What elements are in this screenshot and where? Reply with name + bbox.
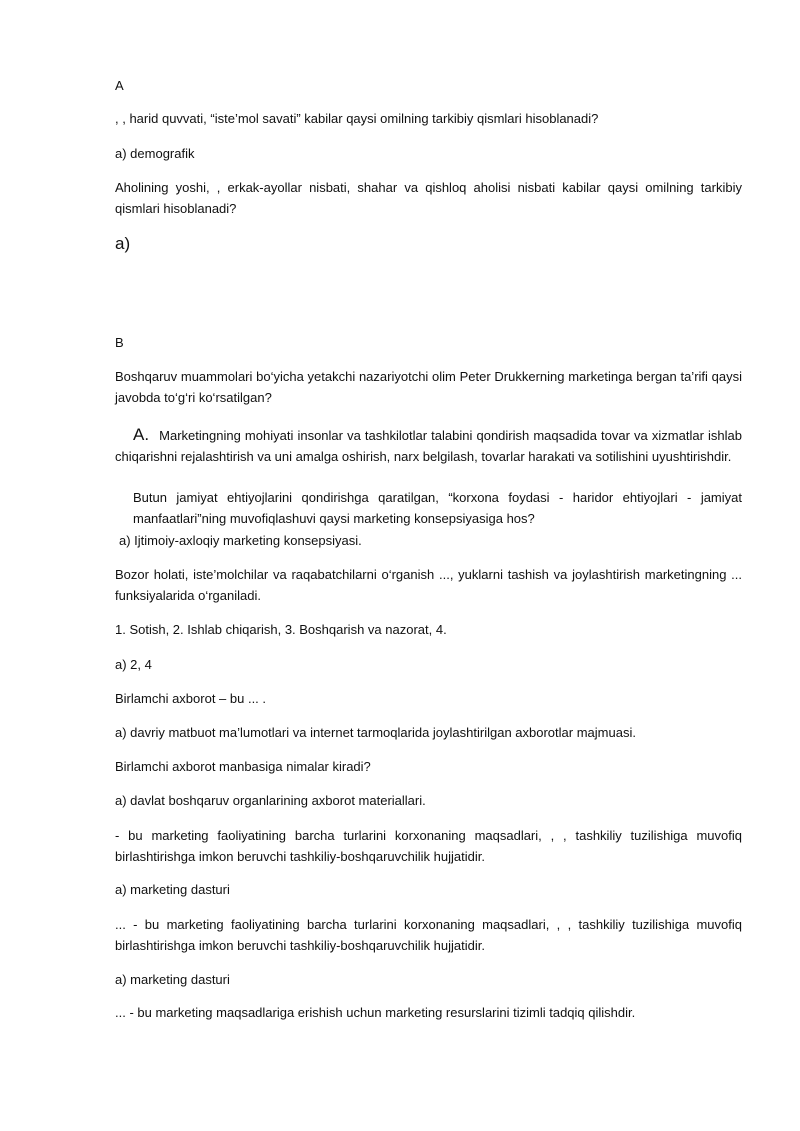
answer-9: a) marketing dasturi xyxy=(115,972,230,987)
question-1: , , harid quvvati, “iste’mol savati” kabilar qaysi omilning tarkibiy qismlari hisoblanadi? xyxy=(115,111,599,126)
answer-8: a) marketing dasturi xyxy=(115,882,230,897)
question-5: Bozor holati, iste’molchilar va raqabatchilarni o‘rganish ..., yuklarni tashish va joylashtirish marketingning ... funksiyalarida o‘rganiladi. xyxy=(115,567,742,603)
answer-4: a) Ijtimoiy-axloqiy marketing konsepsiyasi. xyxy=(119,533,362,548)
section-a-heading: A xyxy=(115,78,124,93)
answer-1: a) demografik xyxy=(115,146,195,161)
answer-3-letter: A. xyxy=(133,425,150,444)
answer-6: a) davriy matbuot ma’lumotlari va internet tarmoqlarida joylashtirilgan axborotlar majmuasi. xyxy=(115,725,636,740)
answer-2: a) xyxy=(115,234,131,253)
answer-3-text: Marketingning mohiyati insonlar va tashkilotlar talabini qondirish maqsadida tovar va xizmatlar ishlab chiqarishni rejalashtirish va uni amalga oshirish, narx belgilash, tovarlar harakati va sotilishini uyushtirishdir. xyxy=(115,428,742,464)
question-4: Butun jamiyat ehtiyojlarini qondirishga qaratilgan, “korxona foydasi - haridor ehtiyojlari - jamiyat manfaatlari”ning muvofiqlashuvi qaysi marketing konsepsiyasiga hos? xyxy=(133,490,742,526)
question-8: - bu marketing faoliyatining barcha turlarini korxonaning maqsadlari, , , tashkiliy tuzilishiga muvofiq birlashtirishga imkon beruvchi tashkiliy-boshqaruvchilik hujjatidir. xyxy=(115,828,742,864)
question-5-options: 1. Sotish, 2. Ishlab chiqarish, 3. Boshqarish va nazorat, 4. xyxy=(115,622,447,637)
question-2: Aholining yoshi, , erkak-ayollar nisbati, shahar va qishloq aholisi nisbati kabilar qaysi omilning tarkibiy qismlari hisoblanadi? xyxy=(115,180,742,216)
question-9: ... - bu marketing faoliyatining barcha turlarini korxonaning maqsadlari, , , tashkiliy tuzilishiga muvofiq birlashtirishga imkon beruvchi tashkiliy-boshqaruvchilik hujjatidir. xyxy=(115,917,742,953)
question-3: Boshqaruv muammolari bo‘yicha yetakchi nazariyotchi olim Peter Drukkerning marketinga bergan ta’rifi qaysi javobda to‘g‘ri ko‘rsatilgan? xyxy=(115,369,742,405)
question-7: Birlamchi axborot manbasiga nimalar kiradi? xyxy=(115,759,371,774)
section-b-heading: B xyxy=(115,335,124,350)
question-6: Birlamchi axborot – bu ... . xyxy=(115,691,267,706)
answer-7: a) davlat boshqaruv organlarining axborot materiallari. xyxy=(115,793,426,808)
answer-3 xyxy=(115,425,742,467)
question-10: ... - bu marketing maqsadlariga erishish uchun marketing resurslarini tizimli tadqiq qilishdir. xyxy=(115,1005,636,1020)
answer-5: a) 2, 4 xyxy=(115,657,152,672)
